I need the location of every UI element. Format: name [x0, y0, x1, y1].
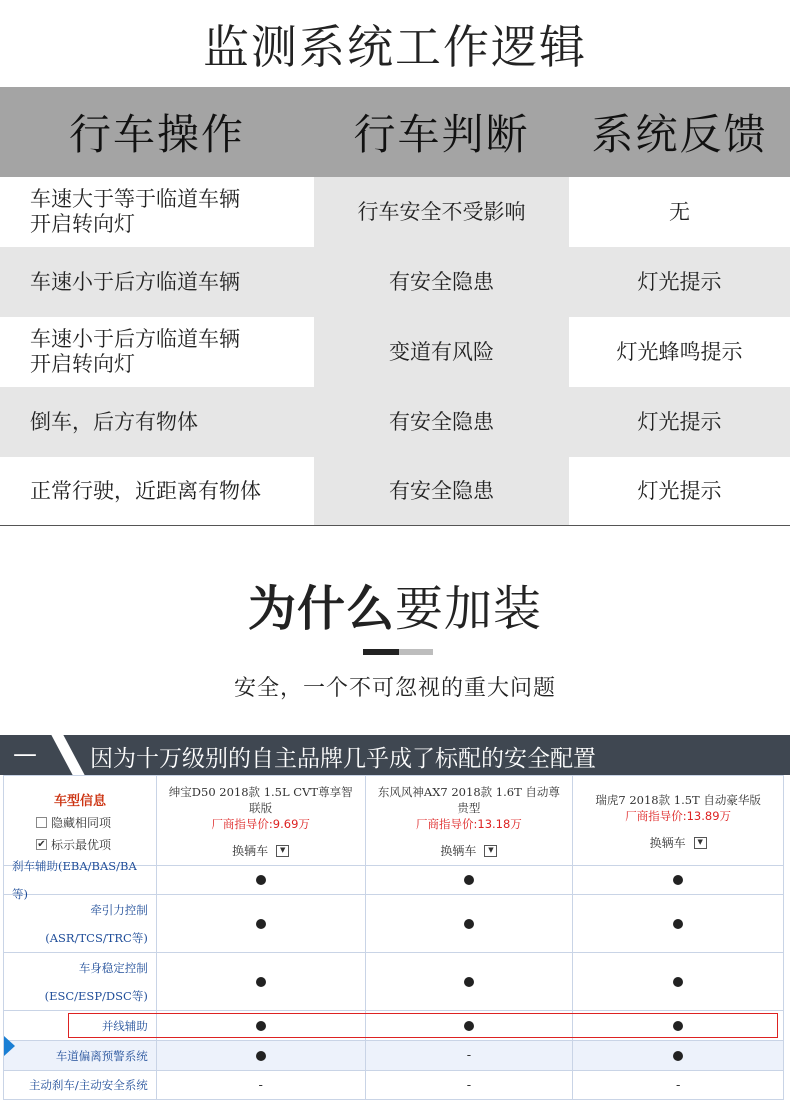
standard-dot-icon	[673, 977, 683, 987]
standard-dot-icon	[673, 919, 683, 929]
banner-dash: —	[13, 740, 37, 768]
feature-value	[573, 1041, 784, 1070]
feature-value	[573, 895, 784, 952]
logic-title: 监测系统工作逻辑	[203, 19, 587, 74]
car-price: 厂商指导价:13.89万	[625, 809, 732, 823]
logic-cell-feedback: 灯光提示	[569, 247, 790, 317]
logic-table-header	[0, 87, 790, 177]
header-driving-judgement: 行车判断	[353, 110, 530, 159]
feature-value	[573, 866, 784, 894]
why-title-bold: 为什么	[247, 581, 395, 637]
car-column-3	[573, 776, 784, 865]
why-title-light: 要加装	[395, 581, 543, 637]
switch-car-label: 换辆车	[440, 844, 477, 858]
checked-checkbox-icon[interactable]: ✔	[37, 839, 46, 850]
logic-row	[0, 457, 790, 525]
feature-label: 主动刹车/主动安全系统	[4, 1071, 157, 1099]
divider	[0, 525, 790, 526]
logic-cell-operation: 倒车，后方有物体	[0, 387, 314, 457]
logic-cell-judgement: 有安全隐患	[314, 247, 569, 317]
not-available-mark: -	[675, 1077, 681, 1093]
car-name[interactable]: 绅宝D50 2018款 1.5L CVT尊享智联版	[168, 785, 353, 815]
logic-cell-judgement: 行车安全不受影响	[314, 177, 569, 247]
standard-dot-icon	[673, 875, 683, 885]
logic-row	[0, 177, 790, 247]
feature-value	[157, 895, 366, 952]
why-subtitle: 安全，一个不可忽视的重大问题	[233, 676, 556, 701]
standard-dot-icon	[256, 919, 266, 929]
car-price: 厂商指导价:13.18万	[416, 817, 522, 831]
not-available-mark: -	[466, 1048, 472, 1063]
banner-slash-decoration	[51, 735, 84, 775]
feature-value	[157, 1071, 366, 1099]
feature-value	[366, 895, 574, 952]
switch-car-button[interactable]	[440, 842, 497, 859]
dropdown-icon[interactable]: ▼	[484, 845, 497, 857]
logic-cell-operation: 车速大于等于临道车辆 开启转向灯	[0, 177, 314, 247]
car-column-1	[157, 776, 366, 865]
car-name[interactable]: 瑞虎7 2018款 1.5T 自动豪华版	[595, 793, 761, 807]
option-label: 隐藏相同项	[51, 816, 112, 830]
feature-value	[366, 1041, 574, 1070]
section-banner	[0, 735, 790, 775]
logic-cell-feedback: 灯光蜂鸣提示	[569, 317, 790, 387]
feature-label: 刹车辅助(EBA/BAS/BA等)	[4, 866, 157, 894]
option-hide-same[interactable]	[36, 814, 111, 831]
dropdown-icon[interactable]: ▼	[694, 837, 707, 849]
standard-dot-icon	[256, 1051, 266, 1061]
not-available-mark: -	[466, 1077, 472, 1093]
feature-label: 牵引力控制(ASR/TCS/TRC等)	[4, 895, 157, 952]
feature-value	[366, 953, 574, 1010]
car-info-title: 车型信息	[54, 794, 107, 809]
standard-dot-icon	[464, 875, 474, 885]
feature-row	[4, 1041, 784, 1071]
logic-row	[0, 387, 790, 457]
feature-value	[573, 953, 784, 1010]
switch-car-label: 换辆车	[232, 844, 269, 858]
row-marker-arrow-icon	[4, 1036, 15, 1056]
logic-row	[0, 317, 790, 387]
logic-cell-operation: 车速小于后方临道车辆	[0, 247, 314, 317]
logic-cell-operation: 正常行驶，近距离有物体	[0, 457, 314, 525]
highlight-frame	[68, 1013, 778, 1038]
car-name[interactable]: 东风风神AX7 2018款 1.6T 自动尊贵型	[377, 785, 560, 815]
logic-row	[0, 247, 790, 317]
standard-dot-icon	[256, 875, 266, 885]
car-column-2	[366, 776, 574, 865]
checkbox-icon[interactable]	[36, 817, 47, 828]
feature-row	[4, 895, 784, 953]
title-underline-dark	[363, 649, 399, 655]
title-underline-light	[399, 649, 433, 655]
logic-cell-operation: 车速小于后方临道车辆 开启转向灯	[0, 317, 314, 387]
feature-value	[157, 866, 366, 894]
feature-value	[366, 866, 574, 894]
switch-car-label: 换辆车	[649, 836, 686, 850]
not-available-mark: -	[258, 1077, 263, 1093]
comparison-table	[3, 775, 784, 1100]
standard-dot-icon	[256, 977, 266, 987]
feature-row	[4, 953, 784, 1011]
why-title	[0, 570, 790, 639]
feature-row	[4, 859, 784, 901]
standard-dot-icon	[673, 1051, 683, 1061]
switch-car-button[interactable]	[232, 842, 289, 859]
feature-label: 车道偏离预警系统	[4, 1041, 157, 1070]
option-mark-best[interactable]	[36, 836, 111, 853]
logic-cell-feedback: 无	[569, 177, 790, 247]
dropdown-icon[interactable]: ▼	[276, 845, 289, 857]
feature-value	[366, 1071, 574, 1099]
banner-text: 因为十万级别的自主品牌几乎成了标配的安全配置	[90, 746, 596, 772]
logic-cell-judgement: 有安全隐患	[314, 387, 569, 457]
feature-value	[157, 953, 366, 1010]
logic-cell-judgement: 变道有风险	[314, 317, 569, 387]
feature-value	[157, 1041, 366, 1070]
feature-label: 并线辅助	[4, 1011, 157, 1040]
header-driving-operation: 行车操作	[68, 110, 245, 159]
logic-cell-feedback: 灯光提示	[569, 387, 790, 457]
feature-label: 车身稳定控制(ESC/ESP/DSC等)	[4, 953, 157, 1010]
logic-table	[0, 87, 790, 525]
feature-row	[4, 1071, 784, 1100]
logic-cell-judgement: 有安全隐患	[314, 457, 569, 525]
option-label: 标示最优项	[51, 838, 112, 852]
standard-dot-icon	[464, 919, 474, 929]
switch-car-button[interactable]	[650, 834, 707, 851]
header-system-feedback: 系统反馈	[591, 110, 768, 159]
logic-cell-feedback: 灯光提示	[569, 457, 790, 525]
car-price: 厂商指导价:9.69万	[211, 817, 310, 831]
feature-value	[573, 1071, 784, 1099]
standard-dot-icon	[464, 977, 474, 987]
